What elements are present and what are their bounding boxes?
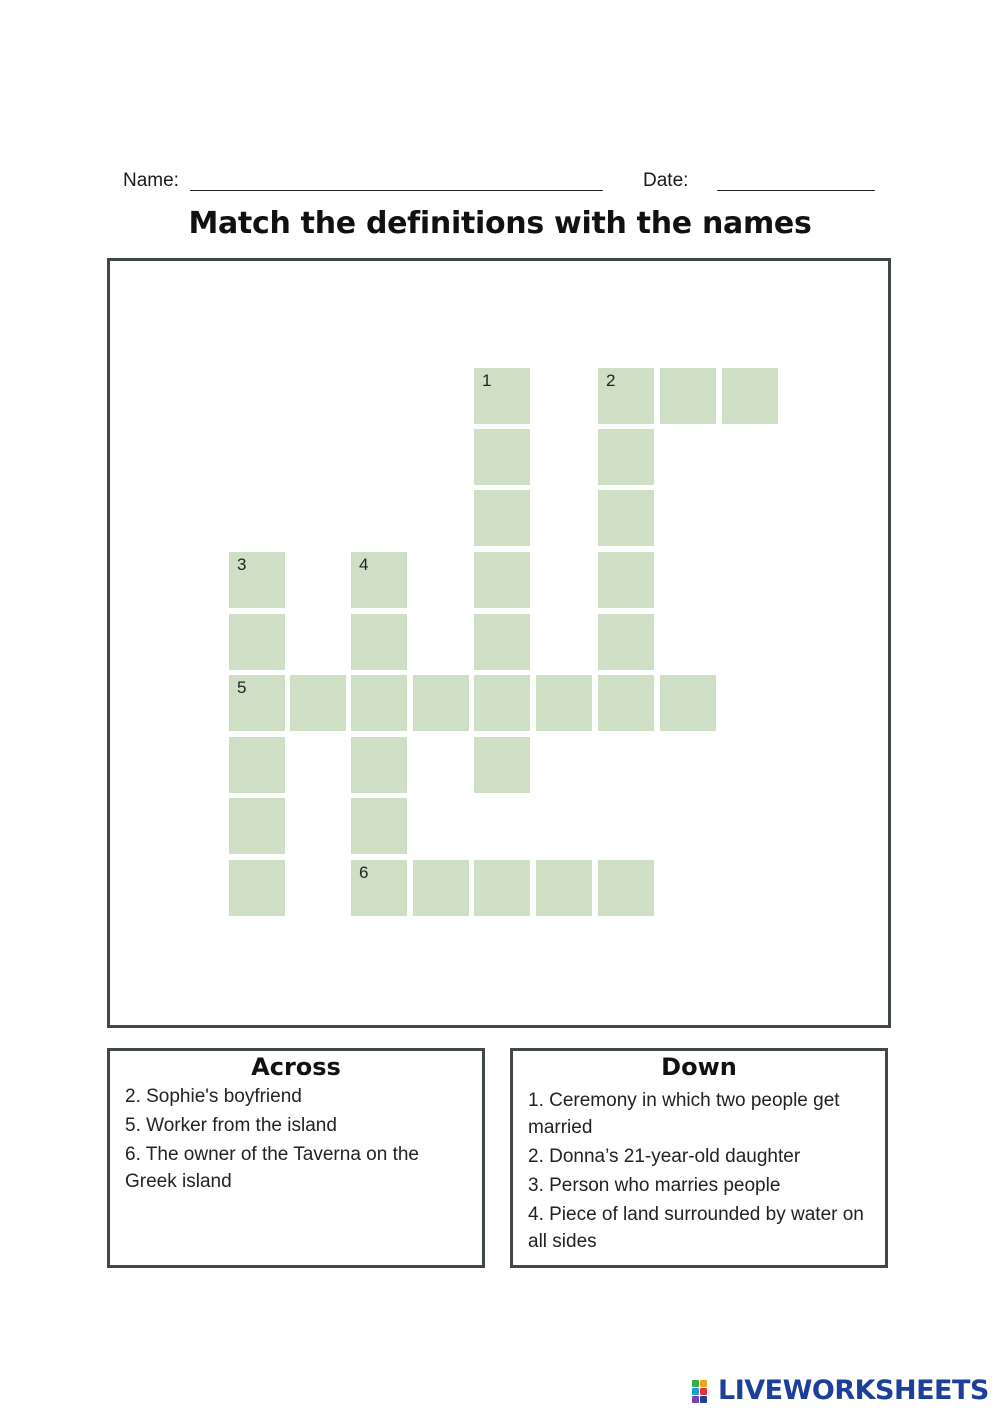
date-field[interactable] (717, 190, 875, 191)
page-title: Match the definitions with the names (188, 206, 812, 241)
name-field[interactable] (190, 190, 603, 191)
crossword-cell[interactable] (351, 552, 407, 608)
crossword-cell[interactable] (536, 860, 592, 916)
crossword-cell[interactable] (598, 429, 654, 485)
clue-number: 3 (237, 555, 247, 574)
crossword-cell[interactable] (474, 368, 530, 424)
crossword-cell[interactable] (351, 798, 407, 854)
crossword-cell[interactable] (229, 737, 285, 793)
crossword-cell[interactable] (351, 737, 407, 793)
crossword-cell[interactable] (474, 614, 530, 670)
down-clue-list (513, 1087, 885, 1255)
crossword-cell[interactable] (351, 860, 407, 916)
down-title: Down (661, 1053, 737, 1081)
logo-mark-icon (692, 1377, 716, 1403)
crossword-cell[interactable] (351, 675, 407, 731)
crossword-cell[interactable] (413, 860, 469, 916)
down-clue: 3. Person who marries people (528, 1175, 781, 1196)
crossword-cell[interactable] (598, 368, 654, 424)
crossword-cell[interactable] (413, 675, 469, 731)
crossword-cell[interactable] (229, 614, 285, 670)
crossword-cell[interactable] (474, 860, 530, 916)
crossword-cell[interactable] (229, 675, 285, 731)
crossword-cell[interactable] (290, 675, 346, 731)
crossword-cell[interactable] (598, 552, 654, 608)
crossword-cell[interactable] (660, 368, 716, 424)
crossword-cell[interactable] (598, 860, 654, 916)
crossword-cell[interactable] (474, 429, 530, 485)
across-clues-box (107, 1048, 485, 1268)
crossword-cell[interactable] (229, 798, 285, 854)
crossword-cell[interactable] (598, 675, 654, 731)
name-label: Name: (123, 170, 179, 191)
crossword-cell[interactable] (598, 490, 654, 546)
clue-number: 5 (237, 678, 247, 697)
down-clue: 4. Piece of land surrounded by water on all sides (528, 1204, 864, 1252)
across-clue-list (110, 1083, 482, 1195)
clue-number: 2 (606, 371, 616, 390)
crossword-cell[interactable] (598, 614, 654, 670)
logo-text: LIVEWORKSHEETS (718, 1374, 989, 1406)
down-clues-box (510, 1048, 888, 1268)
date-label: Date: (643, 170, 689, 191)
across-clue: 6. The owner of the Taverna on the Greek island (125, 1144, 419, 1192)
crossword-cell[interactable] (474, 675, 530, 731)
across-clue: 2. Sophie's boyfriend (125, 1086, 302, 1107)
crossword-cell[interactable] (536, 675, 592, 731)
crossword-cell[interactable] (474, 552, 530, 608)
crossword-cell[interactable] (660, 675, 716, 731)
down-clue: 1. Ceremony in which two people get married (528, 1090, 840, 1138)
crossword-cell[interactable] (229, 552, 285, 608)
crossword-cell[interactable] (229, 860, 285, 916)
liveworksheets-logo (692, 1374, 989, 1406)
down-clue: 2. Donna’s 21-year-old daughter (528, 1146, 801, 1167)
clue-number: 6 (359, 863, 369, 882)
clue-number: 1 (482, 371, 492, 390)
crossword-cell[interactable] (474, 737, 530, 793)
clue-number: 4 (359, 555, 369, 574)
crossword-cell[interactable] (474, 490, 530, 546)
crossword-cell[interactable] (351, 614, 407, 670)
across-clue: 5. Worker from the island (125, 1115, 337, 1136)
crossword-cell[interactable] (722, 368, 778, 424)
across-title: Across (251, 1053, 341, 1081)
